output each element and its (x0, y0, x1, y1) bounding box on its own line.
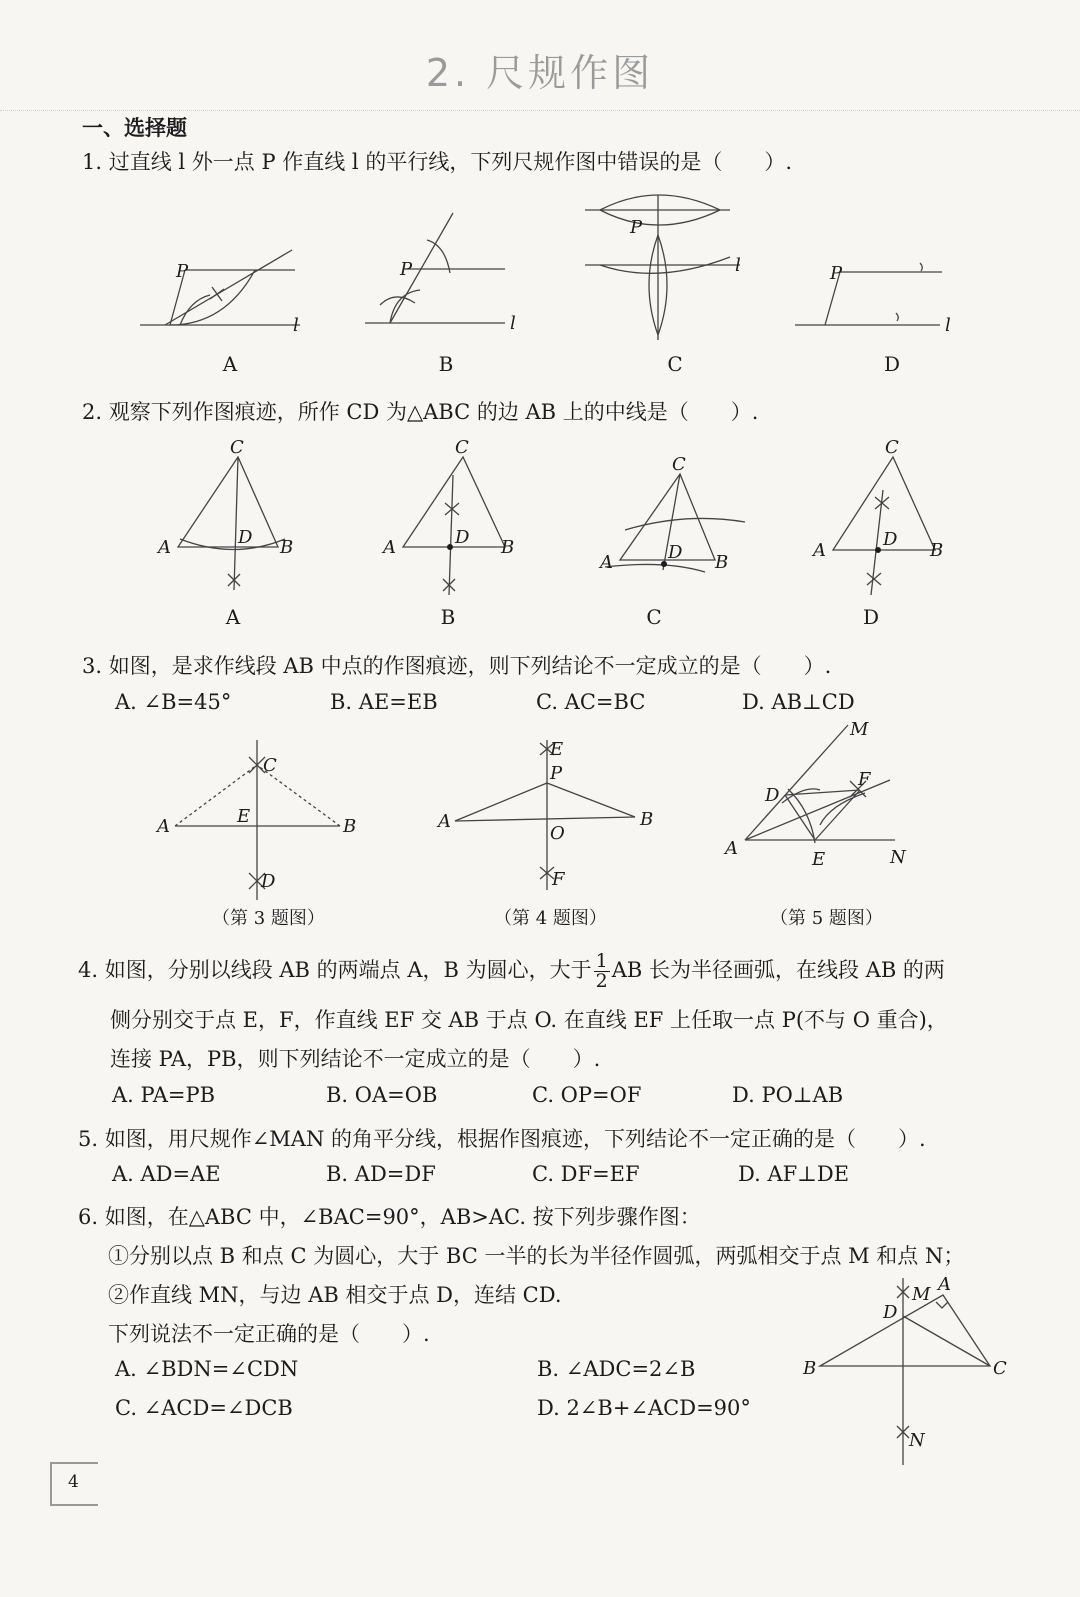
q2a-label-c: C (230, 437, 244, 458)
q1-figure-c (580, 185, 760, 345)
q1c-label-p: P (630, 217, 643, 238)
q1-caption-d: D (883, 352, 901, 376)
q1-caption-a: A (222, 352, 238, 376)
q4-option-a: A. PA=PB (112, 1083, 216, 1107)
fig3-label-b: B (343, 816, 357, 837)
q6-option-b: B. ∠ADC=2∠B (537, 1357, 696, 1381)
q3-option-d: D. AB⊥CD (742, 690, 855, 714)
section-heading: 一、选择题 (82, 116, 187, 140)
question-6-line-3: ②作直线 MN，与边 AB 相交于点 D，连结 CD. (108, 1283, 562, 1307)
q2d-label-b: B (930, 540, 944, 561)
fig4-label-e: E (550, 739, 564, 760)
q6-option-a: A. ∠BDN=∠CDN (115, 1357, 299, 1381)
fig5-label-f: F (858, 769, 871, 790)
fig4-label-f: F (552, 869, 565, 890)
q2-figure-b (375, 435, 545, 600)
q5-option-c: C. DF=EF (532, 1162, 640, 1186)
question-2-text: 2. 观察下列作图痕迹，所作 CD 为△ABC 的边 AB 上的中线是（ ）. (82, 400, 759, 424)
fig4-label-a: A (438, 811, 451, 832)
q1d-label-l: l (945, 315, 951, 336)
q2-caption-a: A (225, 605, 241, 629)
q1-figure-b (355, 185, 535, 345)
fig5-label-e: E (812, 849, 826, 870)
figure-4-caption: （第 4 题图） (494, 908, 607, 929)
question-6-line-2: ①分别以点 B 和点 C 为圆心，大于 BC 一半的长为半径作圆弧，两弧相交于点 M 和点 N； (108, 1244, 965, 1268)
q2-caption-d: D (862, 605, 880, 629)
q1-caption-c: C (667, 352, 683, 376)
q2-caption-b: B (440, 605, 456, 629)
q1a-label-l: l (293, 315, 299, 336)
q4-line1-part-b: AB 长为半径画弧，在线段 AB 的两 (611, 958, 945, 982)
q6-option-d: D. 2∠B+∠ACD=90° (537, 1396, 751, 1420)
q1-figure-a (130, 185, 310, 345)
q4-option-c: C. OP=OF (532, 1083, 642, 1107)
q2d-label-d: D (883, 529, 898, 550)
one-half-fraction (594, 952, 610, 991)
q1d-label-p: P (830, 263, 843, 284)
q3-option-b: B. AE=EB (330, 690, 438, 714)
q2-figure-d (805, 435, 975, 600)
figure-5-caption: （第 5 题图） (770, 908, 883, 929)
header-divider (0, 110, 1080, 111)
fig3-label-c: C (263, 755, 277, 776)
q2b-label-d: D (455, 527, 470, 548)
q3-option-a: A. ∠B=45° (115, 690, 232, 714)
question-4-line-1 (78, 952, 945, 991)
figure-6 (795, 1270, 1025, 1470)
q2d-label-a: A (813, 540, 826, 561)
q2c-label-a: A (600, 552, 613, 573)
q1a-label-p: P (176, 261, 189, 282)
q2d-label-c: C (885, 437, 899, 458)
fig3-label-e: E (237, 806, 251, 827)
figure-5 (720, 715, 920, 880)
question-1-text: 1. 过直线 l 外一点 P 作直线 l 的平行线，下列尺规作图中错误的是（ ）. (82, 150, 792, 174)
question-4-line-3: 连接 PA，PB，则下列结论不一定成立的是（ ）. (110, 1047, 601, 1071)
q2b-label-a: A (383, 537, 396, 558)
question-3-text: 3. 如图，是求作线段 AB 中点的作图痕迹，则下列结论不一定成立的是（ ）. (82, 654, 832, 678)
q4-option-b: B. OA=OB (326, 1083, 438, 1107)
fig5-label-m: M (850, 719, 869, 740)
page-number: 4 (68, 1472, 79, 1492)
q5-option-b: B. AD=DF (326, 1162, 436, 1186)
q1c-label-l: l (735, 255, 741, 276)
q1b-label-p: P (400, 259, 413, 280)
q1-figure-d (790, 185, 970, 345)
fig6-label-d: D (883, 1302, 898, 1323)
q2a-label-a: A (158, 537, 171, 558)
fig6-label-m: M (912, 1284, 931, 1305)
q2-figure-a (150, 435, 320, 600)
q2b-label-c: C (455, 437, 469, 458)
q3-option-c: C. AC=BC (536, 690, 646, 714)
fig5-label-n: N (890, 847, 906, 868)
q5-option-d: D. AF⊥DE (738, 1162, 850, 1186)
q2c-label-b: B (715, 552, 729, 573)
fraction-numerator: 1 (595, 950, 608, 972)
page-number-box (50, 1462, 98, 1506)
fig3-label-d: D (261, 871, 276, 892)
q2-caption-c: C (646, 605, 662, 629)
q2a-label-b: B (280, 537, 294, 558)
q2-figure-c (595, 452, 765, 602)
question-4-line-2: 侧分别交于点 E，F，作直线 EF 交 AB 于点 O. 在直线 EF 上任取一点 P(不与 O 重合)， (110, 1008, 948, 1032)
q4-line1-part-a: 4. 如图，分别以线段 AB 的两端点 A，B 为圆心，大于 (78, 958, 592, 982)
q1-caption-b: B (438, 352, 454, 376)
q1b-label-l: l (510, 313, 516, 334)
fig4-label-b: B (640, 809, 654, 830)
question-5-text: 5. 如图，用尺规作∠MAN 的角平分线，根据作图痕迹，下列结论不一定正确的是（ ）. (78, 1127, 926, 1151)
fig6-label-b: B (803, 1358, 817, 1379)
page-title: 2. 尺规作图 (425, 51, 655, 95)
q4-option-d: D. PO⊥AB (732, 1083, 844, 1107)
fig5-label-d: D (765, 785, 780, 806)
q2c-label-d: D (668, 542, 683, 563)
figure-4 (430, 735, 665, 905)
figure-3-caption: （第 3 题图） (212, 908, 325, 929)
fig6-label-n: N (909, 1430, 925, 1451)
fig6-label-a: A (938, 1274, 951, 1295)
q2a-label-d: D (238, 527, 253, 548)
fraction-denominator: 2 (595, 970, 608, 992)
fig5-label-a: A (725, 838, 738, 859)
fig3-label-a: A (157, 816, 170, 837)
q5-option-a: A. AD=AE (112, 1162, 221, 1186)
q2c-label-c: C (672, 454, 686, 475)
figure-3 (145, 735, 375, 905)
fig6-label-c: C (993, 1358, 1007, 1379)
question-6-line-4: 下列说法不一定正确的是（ ）. (108, 1322, 430, 1346)
q2b-label-b: B (501, 537, 515, 558)
fig4-label-p: P (550, 763, 563, 784)
fig4-label-o: O (550, 823, 565, 844)
q6-option-c: C. ∠ACD=∠DCB (115, 1396, 293, 1420)
question-6-line-1: 6. 如图，在△ABC 中，∠BAC=90°，AB>AC. 按下列步骤作图： (78, 1205, 701, 1229)
